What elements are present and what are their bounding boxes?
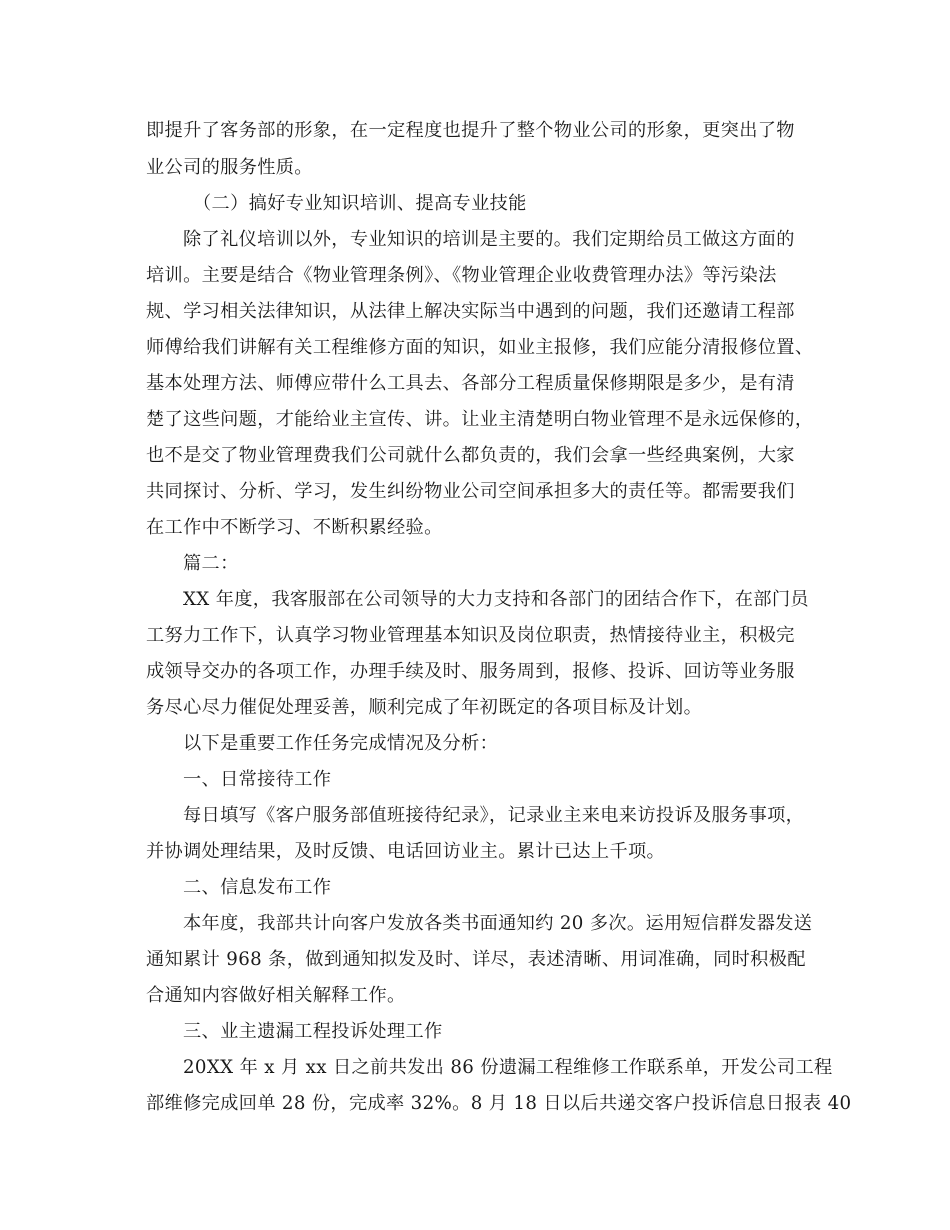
body-text-line: 部维修完成回单 28 份，完成率 32%。8 月 18 日以后共递交客户投诉信息日报表 40 bbox=[146, 1093, 852, 1114]
body-text-line: 楚了这些问题，才能给业主宣传、讲。让业主清楚明白物业管理不是永远保修的， bbox=[146, 409, 814, 430]
part-heading: 篇二： bbox=[183, 553, 239, 574]
body-text-line: 业公司的服务性质。 bbox=[146, 157, 313, 178]
body-text-line: 在工作中不断学习、不断积累经验。 bbox=[146, 517, 443, 538]
paragraph-first-line: XX 年度，我客服部在公司领导的大力支持和各部门的团结合作下，在部门员 bbox=[183, 589, 809, 610]
body-text-line: 并协调处理结果，及时反馈、电话回访业主。累计已达上千项。 bbox=[146, 841, 666, 862]
section-heading: 三、业主遗漏工程投诉处理工作 bbox=[183, 1021, 443, 1042]
paragraph-first-line: 每日填写《客户服务部值班接待纪录》，记录业主来电来访投诉及服务事项， bbox=[183, 805, 805, 826]
body-text-line: 基本处理方法、师傅应带什么工具去、各部分工程质量保修期限是多少，是有清 bbox=[146, 373, 795, 394]
paragraph-first-line: 除了礼仪培训以外，专业知识的培训是主要的。我们定期给员工做这方面的 bbox=[183, 229, 795, 250]
body-text-line: 即提升了客务部的形象，在一定程度也提升了整个物业公司的形象，更突出了物 bbox=[146, 120, 795, 141]
body-text-line: 规、学习相关法律知识，从法律上解决实际当中遇到的问题，我们还邀请工程部 bbox=[146, 301, 795, 322]
paragraph-first-line: 20XX 年 x 月 xx 日之前共发出 86 份遗漏工程维修工作联系单，开发公司工程 bbox=[183, 1057, 833, 1078]
body-text-line: 师傅给我们讲解有关工程维修方面的知识，如业主报修，我们应能分清报修位置、 bbox=[146, 337, 814, 358]
body-text-line: 合通知内容做好相关解释工作。 bbox=[146, 985, 406, 1006]
paragraph-first-line: 本年度，我部共计向客户发放各类书面通知约 20 多次。运用短信群发器发送 bbox=[183, 913, 813, 934]
body-text-line: 培训。主要是结合《物业管理条例》、《物业管理企业收费管理办法》等污染法 bbox=[146, 265, 777, 286]
body-text-line: 通知累计 968 条，做到通知拟发及时、详尽，表述清晰、用词准确，同时积极配 bbox=[146, 949, 806, 970]
section-heading: （二）搞好专业知识培训、提高专业技能 bbox=[193, 193, 527, 214]
body-text-line: 共同探讨、分析、学习，发生纠纷物业公司空间承担多大的责任等。都需要我们 bbox=[146, 481, 795, 502]
section-heading: 二、信息发布工作 bbox=[183, 877, 332, 898]
body-text-line: 成领导交办的各项工作，办理手续及时、服务周到，报修、投诉、回访等业务服 bbox=[146, 661, 795, 682]
paragraph-first-line: 以下是重要工作任务完成情况及分析： bbox=[183, 733, 499, 754]
body-text-line: 务尽心尽力催促处理妥善，顺利完成了年初既定的各项目标及计划。 bbox=[146, 697, 703, 718]
body-text-line: 也不是交了物业管理费我们公司就什么都负责的，我们会拿一些经典案例，大家 bbox=[146, 445, 795, 466]
section-heading: 一、日常接待工作 bbox=[183, 769, 332, 790]
body-text-line: 工努力工作下，认真学习物业管理基本知识及岗位职责，热情接待业主，积极完 bbox=[146, 625, 795, 646]
